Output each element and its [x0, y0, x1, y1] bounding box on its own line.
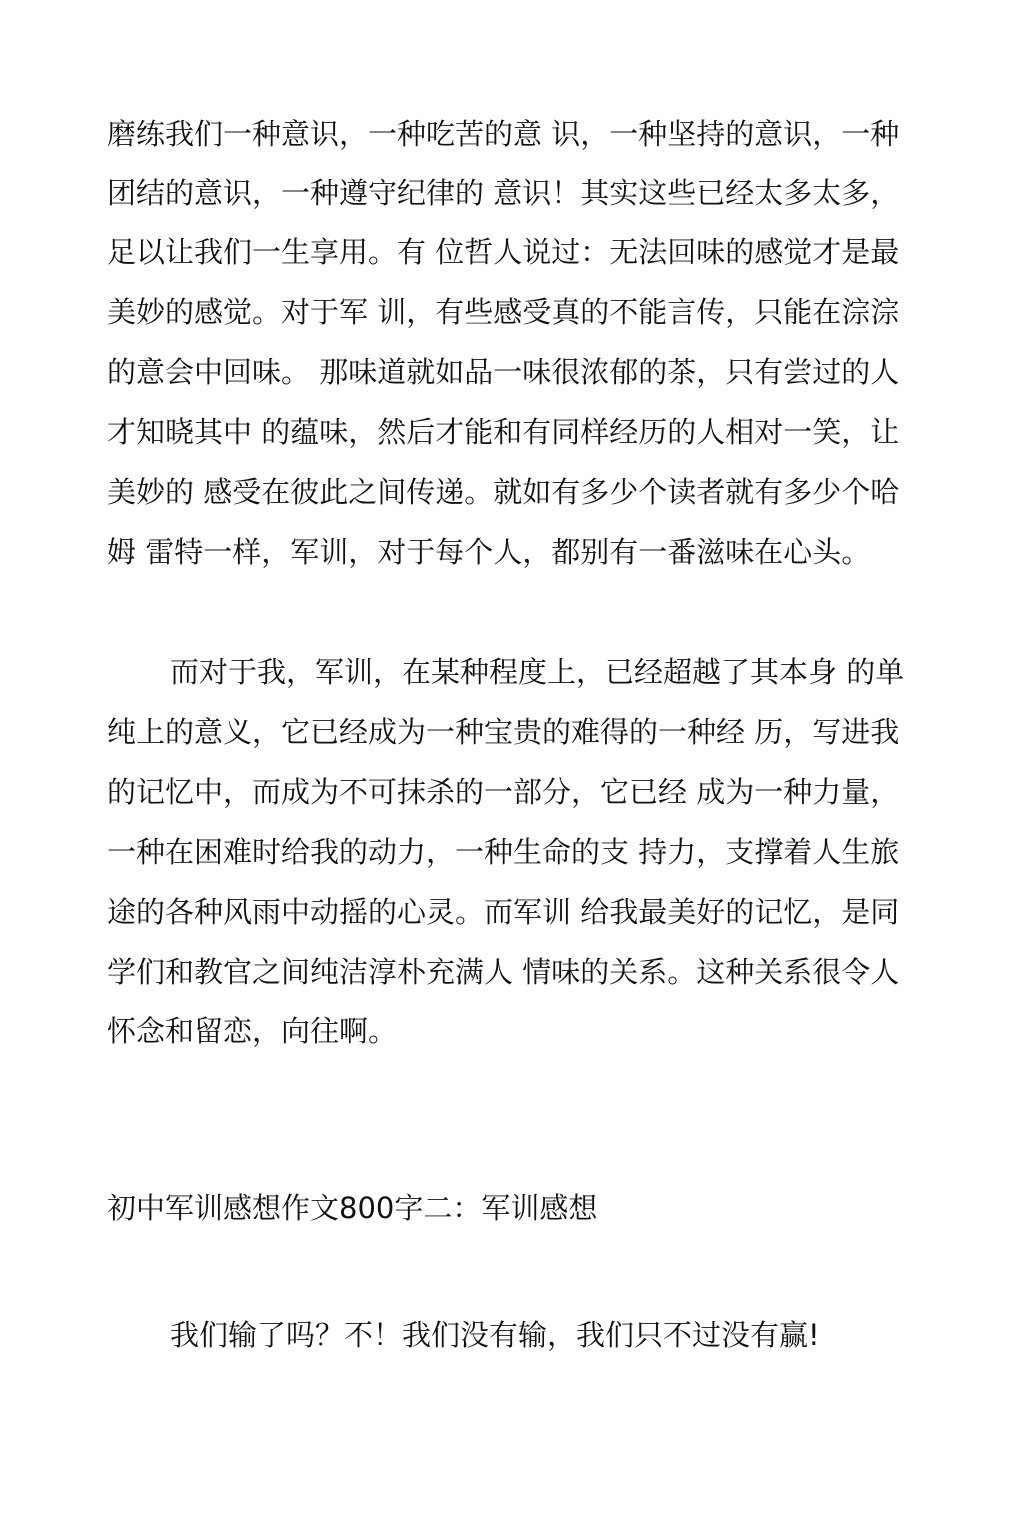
- paragraph-line: 磨练我们一种意识，一种吃苦的意 识，一种坚持的意识，一种: [107, 117, 900, 151]
- section-heading: 初中军训感想作文800字二：军训感想: [107, 1191, 598, 1225]
- paragraph-line: 途的各种风雨中动摇的心灵。而军训 给我最美好的记忆，是同: [107, 895, 900, 929]
- paragraph-line: 而对于我，军训，在某种程度上，已经超越了其本身 的单: [170, 655, 905, 689]
- paragraph-line: 的记忆中，而成为不可抹杀的一部分，它已经 成为一种力量，: [107, 775, 900, 809]
- paragraph-line: 姆 雷特一样，军训，对于每个人，都别有一番滋味在心头。: [107, 535, 871, 569]
- paragraph-line: 的意会中回味。 那味道就如品一味很浓郁的茶，只有尝过的人: [107, 355, 900, 389]
- paragraph-line: 一种在困难时给我的动力，一种生命的支 持力，支撑着人生旅: [107, 835, 900, 869]
- paragraph-line: 美妙的 感受在彼此之间传递。就如有多少个读者就有多少个哈: [107, 475, 900, 509]
- paragraph-line: 学们和教官之间纯洁淳朴充满人 情味的关系。这种关系很令人: [107, 955, 900, 989]
- paragraph-line: 美妙的感觉。对于军 训，有些感受真的不能言传，只能在淙淙: [107, 295, 900, 329]
- paragraph-line: 纯上的意义，它已经成为一种宝贵的难得的一种经 历，写进我: [107, 715, 900, 749]
- paragraph-line: 怀念和留恋，向往啊。: [107, 1014, 398, 1048]
- paragraph-line: 才知晓其中 的蕴味，然后才能和有同样经历的人相对一笑，让: [107, 415, 900, 449]
- paragraph-line: 团结的意识，一种遵守纪律的 意识！其实这些已经太多太多，: [107, 176, 900, 210]
- paragraph-line: 足以让我们一生享用。有 位哲人说过：无法回味的感觉才是最: [107, 235, 900, 269]
- paragraph-line: 我们输了吗？不！我们没有输，我们只不过没有赢!: [170, 1318, 820, 1352]
